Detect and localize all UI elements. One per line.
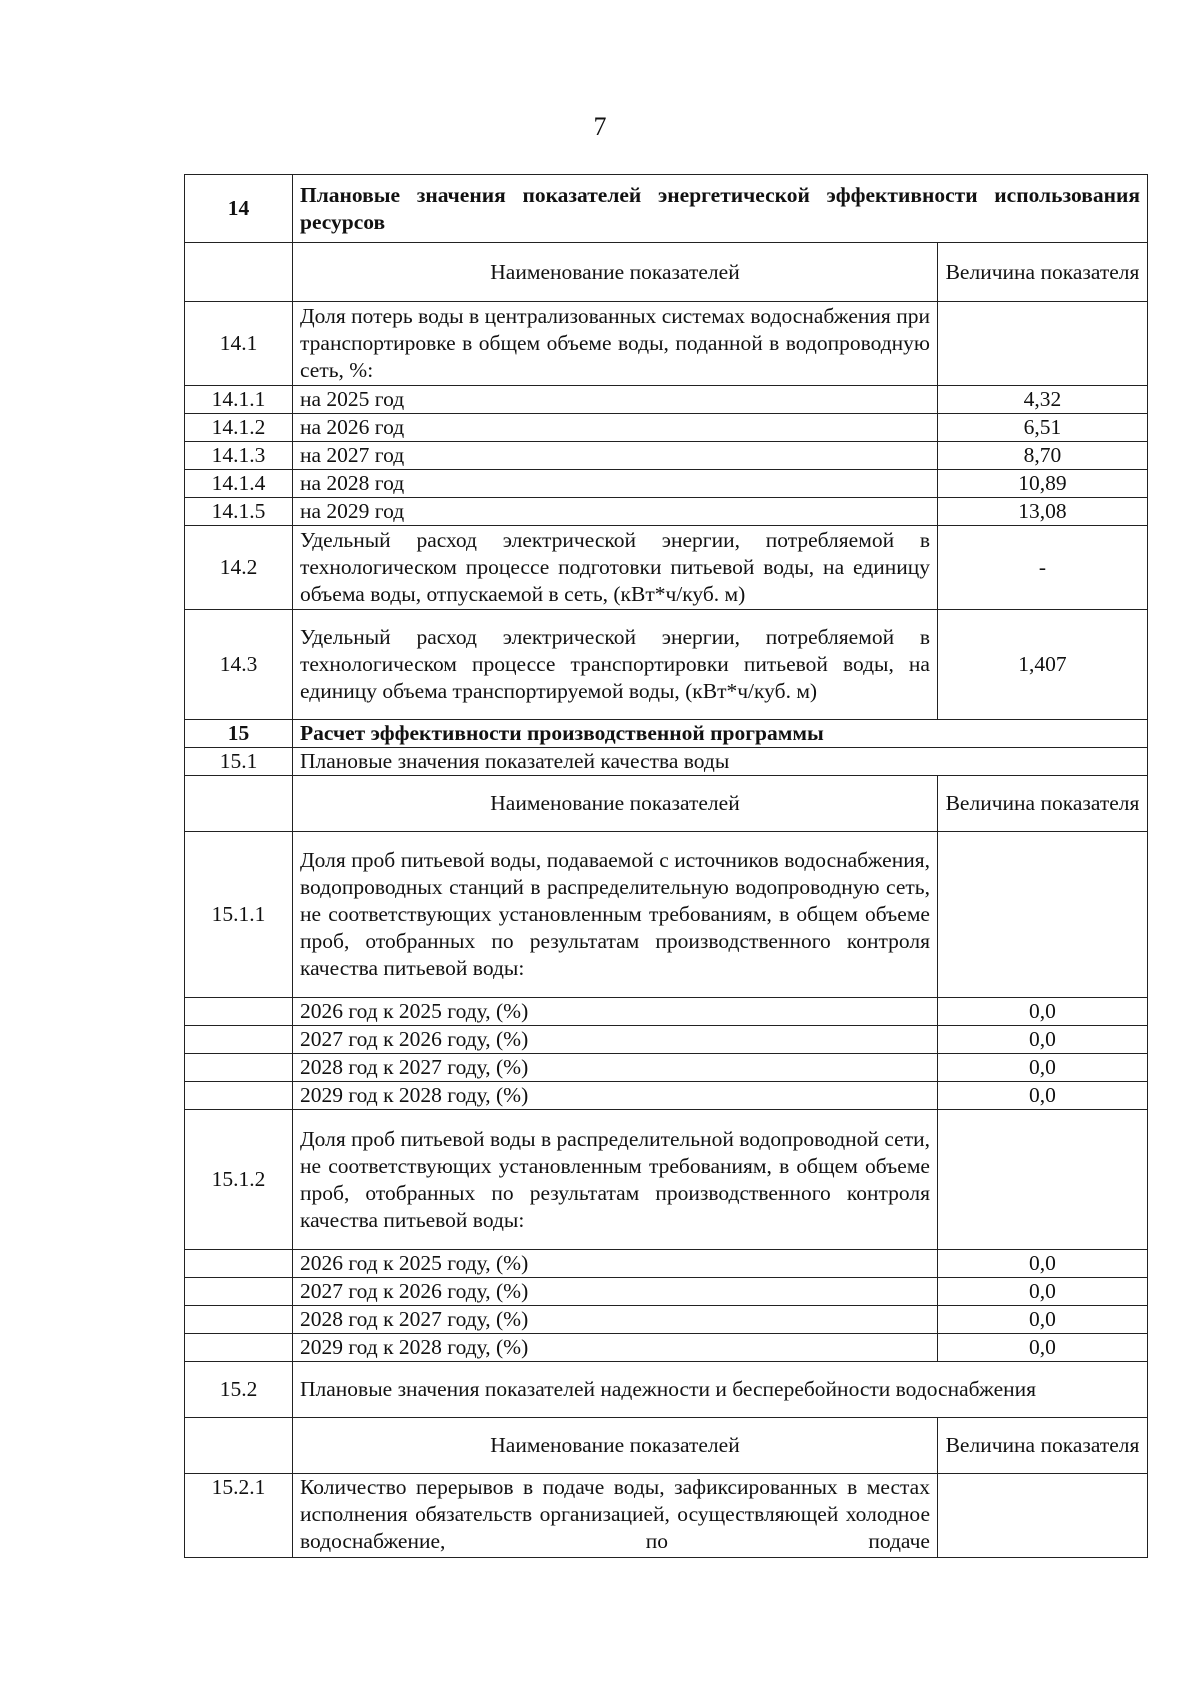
row-text: Удельный расход электрической энергии, потребляемой в технологическом процессе подготовки питьевой воды, на единицу объема воды, отпускаемой в сеть, (кВт*ч/куб. м) <box>293 526 938 610</box>
subsection-number: 15.1 <box>185 748 293 776</box>
table-row <box>185 470 1148 498</box>
subsection-15-2-row <box>185 1362 1148 1418</box>
empty-cell <box>185 1418 293 1474</box>
row-text: на 2026 год <box>293 414 938 442</box>
row-value: 0,0 <box>937 1334 1147 1362</box>
subsection-15-1-row <box>185 748 1148 776</box>
empty-cell <box>185 1082 293 1110</box>
row-value: 13,08 <box>937 498 1147 526</box>
table-row <box>185 1054 1148 1082</box>
table-row <box>185 998 1148 1026</box>
empty-cell <box>185 1334 293 1362</box>
row-value <box>937 302 1147 386</box>
table-row <box>185 442 1148 470</box>
row-value: 0,0 <box>937 1250 1147 1278</box>
row-text: Доля проб питьевой воды, подаваемой с источников водоснабжения, водопроводных станций в распределительную водопроводную сеть, не соответствующих установленным требованиям, в общем объеме проб, отобранных по результатам производственного контроля качества питьевой воды: <box>293 832 938 998</box>
row-value: 8,70 <box>937 442 1147 470</box>
row-value: 0,0 <box>937 1082 1147 1110</box>
section-15-header-row <box>185 720 1148 748</box>
row-value: 0,0 <box>937 1054 1147 1082</box>
empty-cell <box>937 1110 1147 1250</box>
row-value: 0,0 <box>937 1278 1147 1306</box>
row-text: Удельный расход электрической энергии, потребляемой в технологическом процессе транспортировки питьевой воды, на единицу объема транспортируемой воды, (кВт*ч/куб. м) <box>293 610 938 720</box>
row-number: 15.1.2 <box>185 1110 293 1250</box>
row-number: 14.1.3 <box>185 442 293 470</box>
column-header-value: Величина показателя <box>937 243 1147 302</box>
table-row <box>185 302 1148 386</box>
row-text: Доля потерь воды в централизованных системах водоснабжения при транспортировке в общем объеме воды, поданной в водопроводную сеть, %: <box>293 302 938 386</box>
subsection-title: Плановые значения показателей надежности и бесперебойности водоснабжения <box>293 1362 1148 1418</box>
subsection-number: 15.2 <box>185 1362 293 1418</box>
row-text: 2026 год к 2025 году, (%) <box>293 998 938 1026</box>
row-text: на 2025 год <box>293 386 938 414</box>
empty-cell <box>185 1054 293 1082</box>
row-value: 4,32 <box>937 386 1147 414</box>
section-title: Расчет эффективности производственной программы <box>293 720 1148 748</box>
empty-cell <box>937 1474 1147 1558</box>
empty-cell <box>185 776 293 832</box>
empty-cell <box>185 1026 293 1054</box>
page-number: 7 <box>593 112 607 141</box>
table-row <box>185 526 1148 610</box>
row-value: 10,89 <box>937 470 1147 498</box>
row-text: на 2029 год <box>293 498 938 526</box>
empty-cell <box>185 998 293 1026</box>
row-text: на 2027 год <box>293 442 938 470</box>
row-text: 2029 год к 2028 году, (%) <box>293 1334 938 1362</box>
section-14-header-row <box>185 175 1148 243</box>
column-header-name: Наименование показателей <box>293 1418 938 1474</box>
row-value: 0,0 <box>937 1026 1147 1054</box>
row-number: 14.1.2 <box>185 414 293 442</box>
row-text: на 2028 год <box>293 470 938 498</box>
table-row <box>185 1026 1148 1054</box>
table-row <box>185 1306 1148 1334</box>
column-header-name: Наименование показателей <box>293 243 938 302</box>
section-title: Плановые значения показателей энергетической эффективности использования ресурсов <box>293 175 1148 243</box>
subsection-title: Плановые значения показателей качества воды <box>293 748 1148 776</box>
section-number: 14 <box>185 175 293 243</box>
row-number: 14.1.5 <box>185 498 293 526</box>
row-value: - <box>937 526 1147 610</box>
column-header-name: Наименование показателей <box>293 776 938 832</box>
empty-cell <box>185 1278 293 1306</box>
column-header-row <box>185 243 1148 302</box>
row-value: 0,0 <box>937 998 1147 1026</box>
row-number: 14.2 <box>185 526 293 610</box>
empty-cell <box>937 832 1147 998</box>
row-text: 2027 год к 2026 году, (%) <box>293 1026 938 1054</box>
table-row <box>185 498 1148 526</box>
row-text: 2028 год к 2027 году, (%) <box>293 1306 938 1334</box>
row-number: 15.2.1 <box>185 1474 293 1558</box>
row-value: 1,407 <box>937 610 1147 720</box>
empty-cell <box>185 1250 293 1278</box>
table-row <box>185 610 1148 720</box>
table-row <box>185 1110 1148 1250</box>
table-row <box>185 832 1148 998</box>
column-header-row <box>185 1418 1148 1474</box>
row-text: 2026 год к 2025 году, (%) <box>293 1250 938 1278</box>
empty-cell <box>185 243 293 302</box>
row-number: 15.1.1 <box>185 832 293 998</box>
table-row <box>185 1278 1148 1306</box>
table-row <box>185 414 1148 442</box>
section-number: 15 <box>185 720 293 748</box>
table-row <box>185 1474 1148 1558</box>
row-number: 14.3 <box>185 610 293 720</box>
empty-cell <box>185 1306 293 1334</box>
row-value: 0,0 <box>937 1306 1147 1334</box>
row-text: 2029 год к 2028 году, (%) <box>293 1082 938 1110</box>
row-number: 14.1.4 <box>185 470 293 498</box>
row-number: 14.1.1 <box>185 386 293 414</box>
table-row <box>185 386 1148 414</box>
table-row <box>185 1334 1148 1362</box>
column-header-value: Величина показателя <box>937 1418 1147 1474</box>
table-row <box>185 1250 1148 1278</box>
indicators-table <box>184 174 1148 1558</box>
table-row <box>185 1082 1148 1110</box>
row-text: 2027 год к 2026 году, (%) <box>293 1278 938 1306</box>
row-text: 2028 год к 2027 году, (%) <box>293 1054 938 1082</box>
row-text: Количество перерывов в подаче воды, зафиксированных в местах исполнения обязательств организацией, осуществляющей холодное водоснабжение, по подаче <box>293 1474 938 1558</box>
row-text: Доля проб питьевой воды в распределительной водопроводной сети, не соответствующих установленным требованиям, в общем объеме проб, отобранных по результатам производственного контроля качества питьевой воды: <box>293 1110 938 1250</box>
column-header-row <box>185 776 1148 832</box>
column-header-value: Величина показателя <box>937 776 1147 832</box>
row-value: 6,51 <box>937 414 1147 442</box>
row-number: 14.1 <box>185 302 293 386</box>
